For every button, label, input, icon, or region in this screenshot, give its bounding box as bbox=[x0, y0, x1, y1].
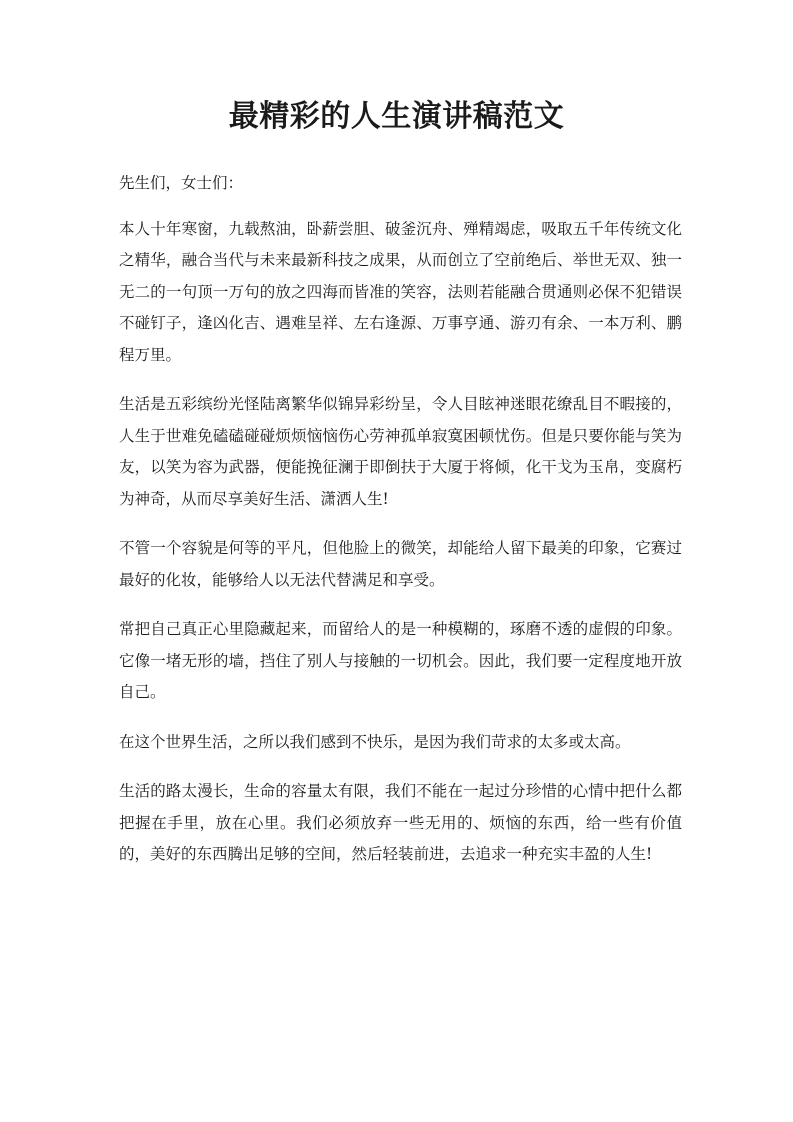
paragraph: 在这个世界生活，之所以我们感到不快乐，是因为我们苛求的太多或太高。 bbox=[119, 732, 631, 751]
paragraph: 本人十年寒窗，九载熬油，卧薪尝胆、破釜沉舟、殚精竭虑，吸取五千年传统文化之精华，融合当代与未来最新科技之成果，从而创立了空前绝后、举世无双、独一无二的一句顶一万句的放之四海而皆准的笑容，法则若能融合贯通则必保不犯错误不碰钉子，逢凶化吉、遇难呈祥、左右逢源、万事亨通、游刃有余、一本万利、鹏程万里。 bbox=[119, 219, 682, 364]
paragraph: 不管一个容貌是何等的平凡，但他脸上的微笑，却能给人留下最美的印象，它赛过最好的化妆，能够给人以无法代替满足和享受。 bbox=[119, 539, 682, 589]
paragraph: 生活的路太漫长，生命的容量太有限，我们不能在一起过分珍惜的心情中把什么都把握在手里，放在心里。我们必须放弃一些无用的、烦恼的东西，给一些有价值的，美好的东西腾出足够的空间，然后轻装前进，去追求一种充实丰盈的人生! bbox=[119, 782, 682, 863]
greeting-line: 先生们，女士们： bbox=[119, 174, 244, 192]
document-title: 最精彩的人生演讲稿范文 bbox=[228, 99, 565, 134]
document-body bbox=[119, 168, 682, 889]
paragraph: 常把自己真正心里隐藏起来，而留给人的是一种模糊的，琢磨不透的虚假的印象。它像一堵无形的墙，挡住了别人与接触的一切机会。因此，我们要一定程度地开放自己。 bbox=[119, 620, 682, 701]
paragraph: 生活是五彩缤纷光怪陆离繁华似锦异彩纷呈，令人目眩神迷眼花缭乱目不暇接的，人生于世难免磕磕碰碰烦烦恼恼伤心劳神孤单寂寞困顿忧伤。但是只要你能与笑为友，以笑为容为武器，便能挽征澜于即倒扶于大厦于将倾，化干戈为玉帛，变腐朽为神奇，从而尽享美好生活、潇洒人生! bbox=[119, 395, 682, 508]
